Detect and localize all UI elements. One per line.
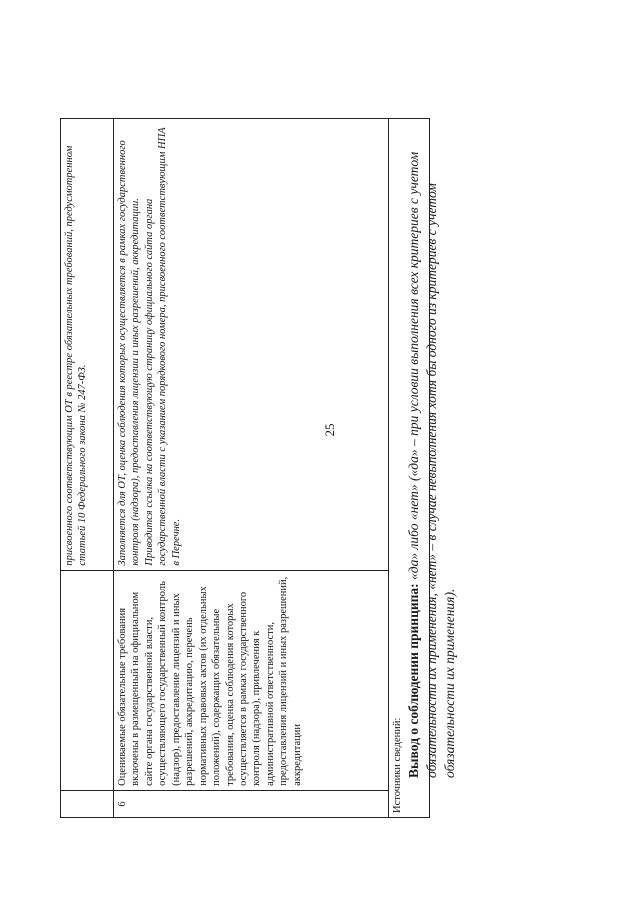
criteria-table (60, 118, 430, 818)
table-cell-number (61, 790, 114, 817)
conclusion-heading: Вывод о соблюдении принципа: (406, 583, 421, 778)
table-cell-criterion (61, 570, 114, 790)
table-row (114, 119, 389, 818)
table-cell-instructions (61, 119, 114, 571)
instruction-text: Приводится ссылка на соответствующую страницу официального сайта органа государственной власти с указанием порядкового номера, присвоенного соответствующим НПА в Перечне. (143, 127, 182, 566)
instruction-text: присвоенного соответствующим ОТ в реестре обязательных требований, предусмотренном статьей 10 Федерального закона № 247-ФЗ. (64, 145, 89, 566)
table-cell-number: 6 (114, 790, 389, 817)
table-cell-instructions (114, 119, 389, 571)
page-number: 25 (322, 423, 337, 437)
conclusion-paragraph (405, 88, 458, 778)
table-cell-criterion: Оцениваемые обязательные требования включены в размещенный на официальном сайте органа государственной власти, осуществляющего государственный контроль (надзор), предоставление лицензий и иных разрешений, аккредитацию, перечень нормативных правовых актов (их отдельных положений), содержащих обязательные требования, оценка соблюдения которых осуществляется в рамках государственного контроля (надзора), привлечения к административной ответственности, предоставления лицензий и иных разрешений, аккредитации (114, 570, 389, 790)
landscape-content (60, 38, 480, 818)
instruction-text: Заполняется для ОТ, оценка соблюдения которых осуществляется в рамках государственного контроля (надзора), предоставления лицензии и иных разрешений, аккредитации. (117, 140, 142, 566)
table-row (61, 119, 114, 818)
sources-cell: Источники сведений: (389, 119, 430, 818)
conclusion-text: «да» либо «нет» («да» – при условии выполнения всех критериев с учетом обязательности их применения, «нет» – в случае невыполнения хотя бы одного из критериев с учетом обязательности их применения). (406, 151, 457, 778)
